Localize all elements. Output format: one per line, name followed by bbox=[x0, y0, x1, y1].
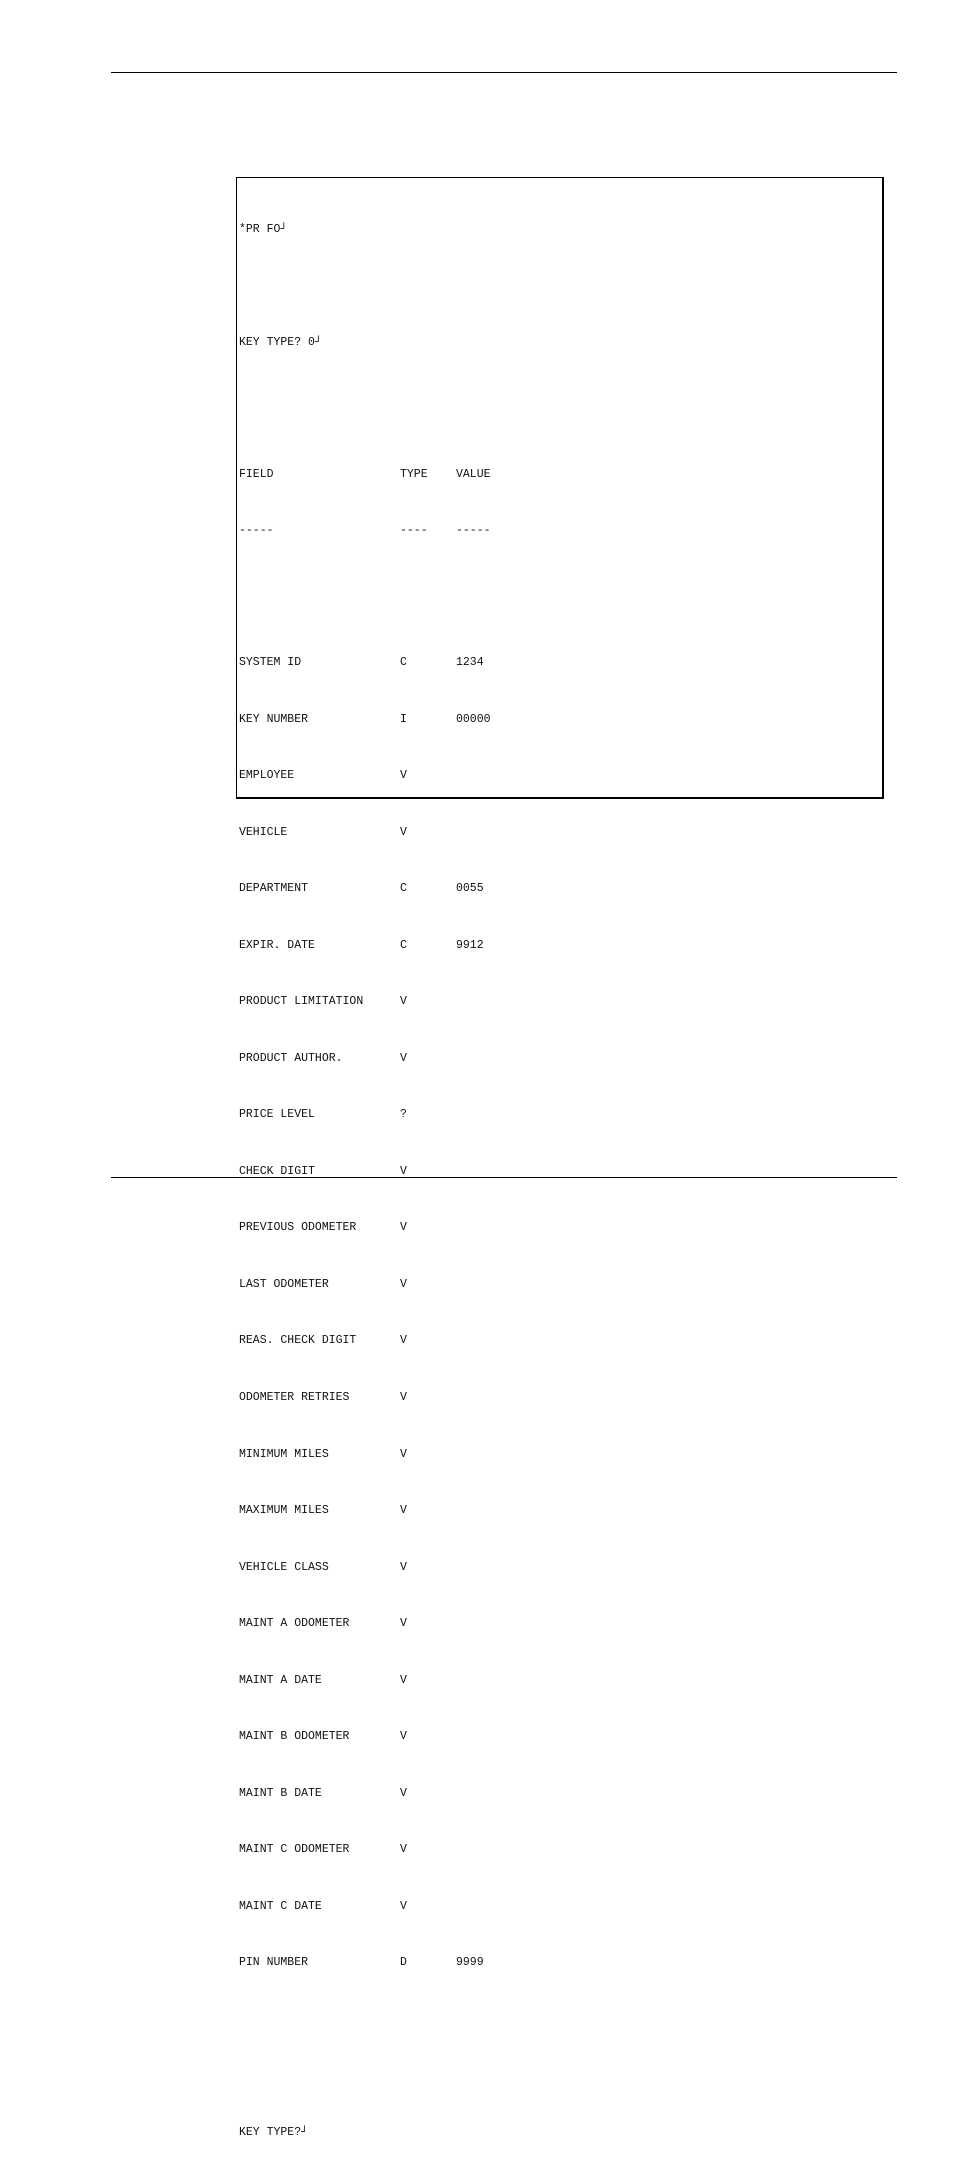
row-type: C bbox=[400, 656, 407, 670]
table-row bbox=[239, 1219, 407, 1238]
command-line: *PR FO┘ bbox=[239, 222, 288, 236]
row-field: MAINT B ODOMETER bbox=[239, 1730, 350, 1744]
row-type: D bbox=[400, 1956, 407, 1970]
row-field: SYSTEM ID bbox=[239, 656, 302, 670]
table-row bbox=[239, 654, 484, 673]
row-field: CHECK DIGIT bbox=[239, 1164, 315, 1178]
row-type: V bbox=[400, 1277, 407, 1291]
table-row bbox=[239, 1785, 407, 1804]
table-row bbox=[239, 1332, 407, 1351]
row-type: V bbox=[400, 1617, 407, 1631]
row-value: 0055 bbox=[456, 882, 484, 896]
row-field: EMPLOYEE bbox=[239, 769, 295, 783]
column-headers bbox=[239, 466, 491, 485]
key-type-prompt: KEY TYPE? 0┘ bbox=[239, 335, 322, 349]
blank-line bbox=[239, 277, 322, 296]
row-field: MAINT A DATE bbox=[239, 1673, 322, 1687]
table-row bbox=[239, 1502, 407, 1521]
row-type: V bbox=[400, 1221, 407, 1235]
row-type: V bbox=[400, 1051, 407, 1065]
row-field: PRODUCT LIMITATION bbox=[239, 995, 364, 1009]
table-row bbox=[239, 1615, 407, 1634]
row-field: VEHICLE CLASS bbox=[239, 1560, 329, 1574]
separator-field: ----- bbox=[239, 524, 274, 538]
footer-rule bbox=[111, 1177, 897, 1178]
row-type: V bbox=[400, 995, 407, 1009]
row-type: V bbox=[400, 769, 407, 783]
row-type: V bbox=[400, 1560, 407, 1574]
row-type: V bbox=[400, 1391, 407, 1404]
row-field: ODOMETER RETRIES bbox=[239, 1391, 350, 1404]
row-field: MAINT A ODOMETER bbox=[239, 1617, 350, 1631]
table-row bbox=[239, 1389, 407, 1408]
row-value: 00000 bbox=[456, 712, 491, 726]
row-field: PRICE LEVEL bbox=[239, 1108, 315, 1122]
table-row bbox=[239, 1106, 407, 1125]
row-field: DEPARTMENT bbox=[239, 882, 309, 896]
row-field: PIN NUMBER bbox=[239, 1956, 309, 1970]
table-row bbox=[239, 1163, 407, 1182]
row-type: V bbox=[400, 1843, 407, 1857]
row-value: 1234 bbox=[456, 656, 484, 670]
row-type: V bbox=[400, 1730, 407, 1744]
terminal-output bbox=[239, 183, 491, 2180]
row-type: V bbox=[400, 1504, 407, 1518]
row-type: V bbox=[400, 825, 407, 839]
column-separators bbox=[239, 522, 491, 541]
table-row bbox=[239, 711, 491, 730]
table-row bbox=[239, 1446, 407, 1465]
table-row bbox=[239, 767, 407, 786]
table-row bbox=[239, 1954, 484, 1973]
field-rows bbox=[239, 598, 491, 2011]
row-type: V bbox=[400, 1899, 407, 1913]
separator-value: ----- bbox=[456, 524, 491, 538]
row-field: KEY NUMBER bbox=[239, 712, 309, 726]
final-prompt: KEY TYPE?┘ bbox=[239, 2125, 309, 2139]
blank-line bbox=[239, 2067, 322, 2086]
row-field: MAINT C ODOMETER bbox=[239, 1843, 350, 1857]
header-rule bbox=[111, 72, 897, 73]
table-row bbox=[239, 937, 484, 956]
header-type: TYPE bbox=[400, 467, 428, 481]
table-row bbox=[239, 1050, 407, 1069]
row-field: PRODUCT AUTHOR. bbox=[239, 1051, 343, 1065]
row-value: 9912 bbox=[456, 938, 484, 952]
table-row bbox=[239, 824, 407, 843]
row-type: ? bbox=[400, 1108, 407, 1122]
table-row bbox=[239, 1841, 407, 1860]
row-type: C bbox=[400, 882, 407, 896]
row-type: I bbox=[400, 712, 407, 726]
row-field: MINIMUM MILES bbox=[239, 1447, 329, 1461]
row-value: 9999 bbox=[456, 1956, 484, 1970]
row-field: MAINT B DATE bbox=[239, 1786, 322, 1800]
header-field: FIELD bbox=[239, 467, 274, 481]
row-field: MAXIMUM MILES bbox=[239, 1504, 329, 1518]
row-field: VEHICLE bbox=[239, 825, 288, 839]
separator-type: ---- bbox=[400, 524, 428, 538]
table-row bbox=[239, 1276, 407, 1295]
table-row bbox=[239, 880, 484, 899]
table-row bbox=[239, 993, 407, 1012]
row-type: C bbox=[400, 938, 407, 952]
blank-line bbox=[239, 390, 322, 409]
row-type: V bbox=[400, 1334, 407, 1348]
header-value: VALUE bbox=[456, 467, 491, 481]
table-row bbox=[239, 1559, 407, 1578]
table-row bbox=[239, 1672, 407, 1691]
row-type: V bbox=[400, 1164, 407, 1178]
row-field: MAINT C DATE bbox=[239, 1899, 322, 1913]
row-field: EXPIR. DATE bbox=[239, 938, 315, 952]
row-field: LAST ODOMETER bbox=[239, 1277, 329, 1291]
row-type: V bbox=[400, 1673, 407, 1687]
row-field: PREVIOUS ODOMETER bbox=[239, 1221, 357, 1235]
table-row bbox=[239, 1898, 407, 1917]
row-type: V bbox=[400, 1786, 407, 1800]
row-type: V bbox=[400, 1447, 407, 1461]
table-row bbox=[239, 1728, 407, 1747]
row-field: REAS. CHECK DIGIT bbox=[239, 1334, 357, 1348]
terminal-screen bbox=[236, 177, 884, 2139]
